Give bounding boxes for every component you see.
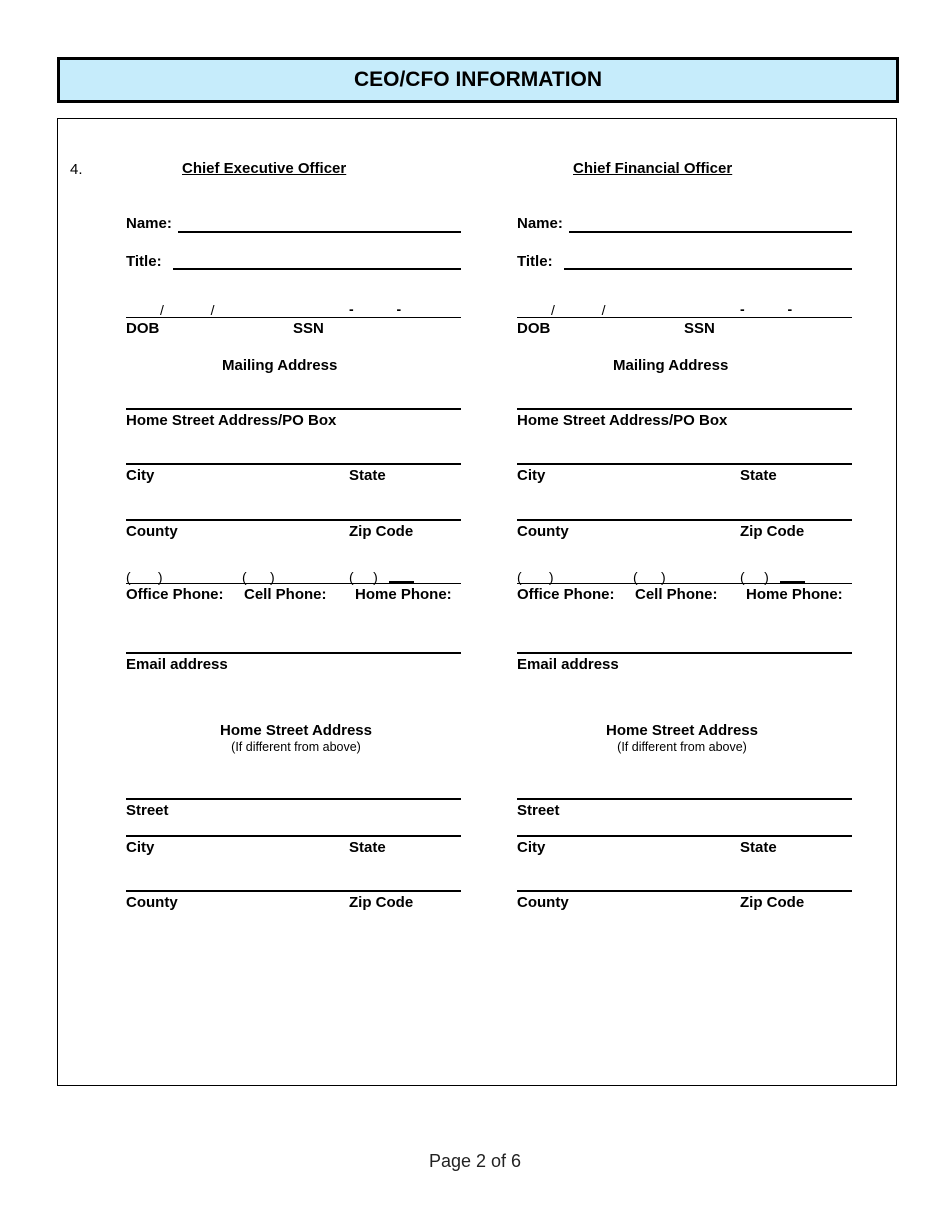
cfo-name-field[interactable] [569,231,852,233]
section-number: 4. [70,161,83,178]
cfo-home-phone-label: Home Phone: [746,586,843,603]
ceo-street-label: Street [126,802,169,819]
cfo-home-parens: ( ) [740,569,769,585]
ceo-dob-slashes: / / [160,302,215,318]
cfo-cell-parens: ( ) [633,569,666,585]
ceo-home-street-heading: Home Street Address [220,722,372,739]
cfo-state2-label: State [740,839,777,856]
cfo-ssn-label: SSN [684,320,715,337]
cfo-zip-label: Zip Code [740,523,805,540]
cfo-cell-phone-label: Cell Phone: [635,586,718,603]
ceo-county-label: County [126,523,178,540]
cfo-county-zip-field[interactable] [517,519,852,521]
cfo-state-label: State [740,467,777,484]
cfo-phone-field[interactable] [517,583,852,584]
cfo-dob-slashes: / / [551,302,606,318]
ceo-city2-label: City [126,839,155,856]
ceo-city-label: City [126,467,155,484]
cfo-city-state-field[interactable] [517,463,852,465]
ceo-title-label: Title: [126,253,162,270]
ceo-office-phone-label: Office Phone: [126,586,224,603]
cfo-office-parens: ( ) [517,569,554,585]
ceo-county2-label: County [126,894,178,911]
ceo-home-street-subheading: (If different from above) [231,740,361,754]
section-header: CEO/CFO INFORMATION [57,57,899,103]
cfo-street-label: Street [517,802,560,819]
ceo-ssn-label: SSN [293,320,324,337]
cfo-home-street-subheading: (If different from above) [617,740,747,754]
cfo-county2-zip2-field[interactable] [517,890,852,892]
cfo-street-field[interactable] [517,798,852,800]
cfo-zip2-label: Zip Code [740,894,805,911]
cfo-county2-label: County [517,894,569,911]
cfo-office-phone-label: Office Phone: [517,586,615,603]
cfo-home-street-po-field[interactable] [517,408,852,410]
ceo-name-label: Name: [126,215,172,232]
cfo-mailing-address-heading: Mailing Address [613,357,729,374]
cfo-name-label: Name: [517,215,563,232]
cfo-home-street-heading: Home Street Address [606,722,758,739]
cfo-ssn-dashes: - - [740,301,793,317]
cfo-city2-state2-field[interactable] [517,835,852,837]
ceo-ssn-dashes: - - [349,301,402,317]
cfo-title-label: Title: [517,253,553,270]
ceo-zip-label: Zip Code [349,523,414,540]
cfo-column [391,0,950,1230]
ceo-email-label: Email address [126,656,228,673]
cfo-city2-label: City [517,839,546,856]
cfo-email-field[interactable] [517,652,852,654]
cfo-email-label: Email address [517,656,619,673]
cfo-home-street-po-label: Home Street Address/PO Box [517,412,728,429]
cfo-dob-ssn-field[interactable] [517,317,852,318]
ceo-mailing-address-heading: Mailing Address [222,357,338,374]
cfo-county-label: County [517,523,569,540]
ceo-zip2-label: Zip Code [349,894,414,911]
cfo-heading: Chief Financial Officer [573,160,733,177]
cfo-city-label: City [517,467,546,484]
ceo-state-label: State [349,467,386,484]
cfo-dob-label: DOB [517,320,551,337]
ceo-office-parens: ( ) [126,569,163,585]
cfo-title-field[interactable] [564,268,852,270]
ceo-heading: Chief Executive Officer [182,160,347,177]
ceo-state2-label: State [349,839,386,856]
ceo-dob-label: DOB [126,320,160,337]
ceo-cell-parens: ( ) [242,569,275,585]
ceo-home-street-po-label: Home Street Address/PO Box [126,412,337,429]
page-number: Page 2 of 6 [428,1151,522,1171]
ceo-home-parens: ( ) [349,569,378,585]
ceo-home-phone-label: Home Phone: [355,586,452,603]
ceo-cell-phone-label: Cell Phone: [244,586,327,603]
